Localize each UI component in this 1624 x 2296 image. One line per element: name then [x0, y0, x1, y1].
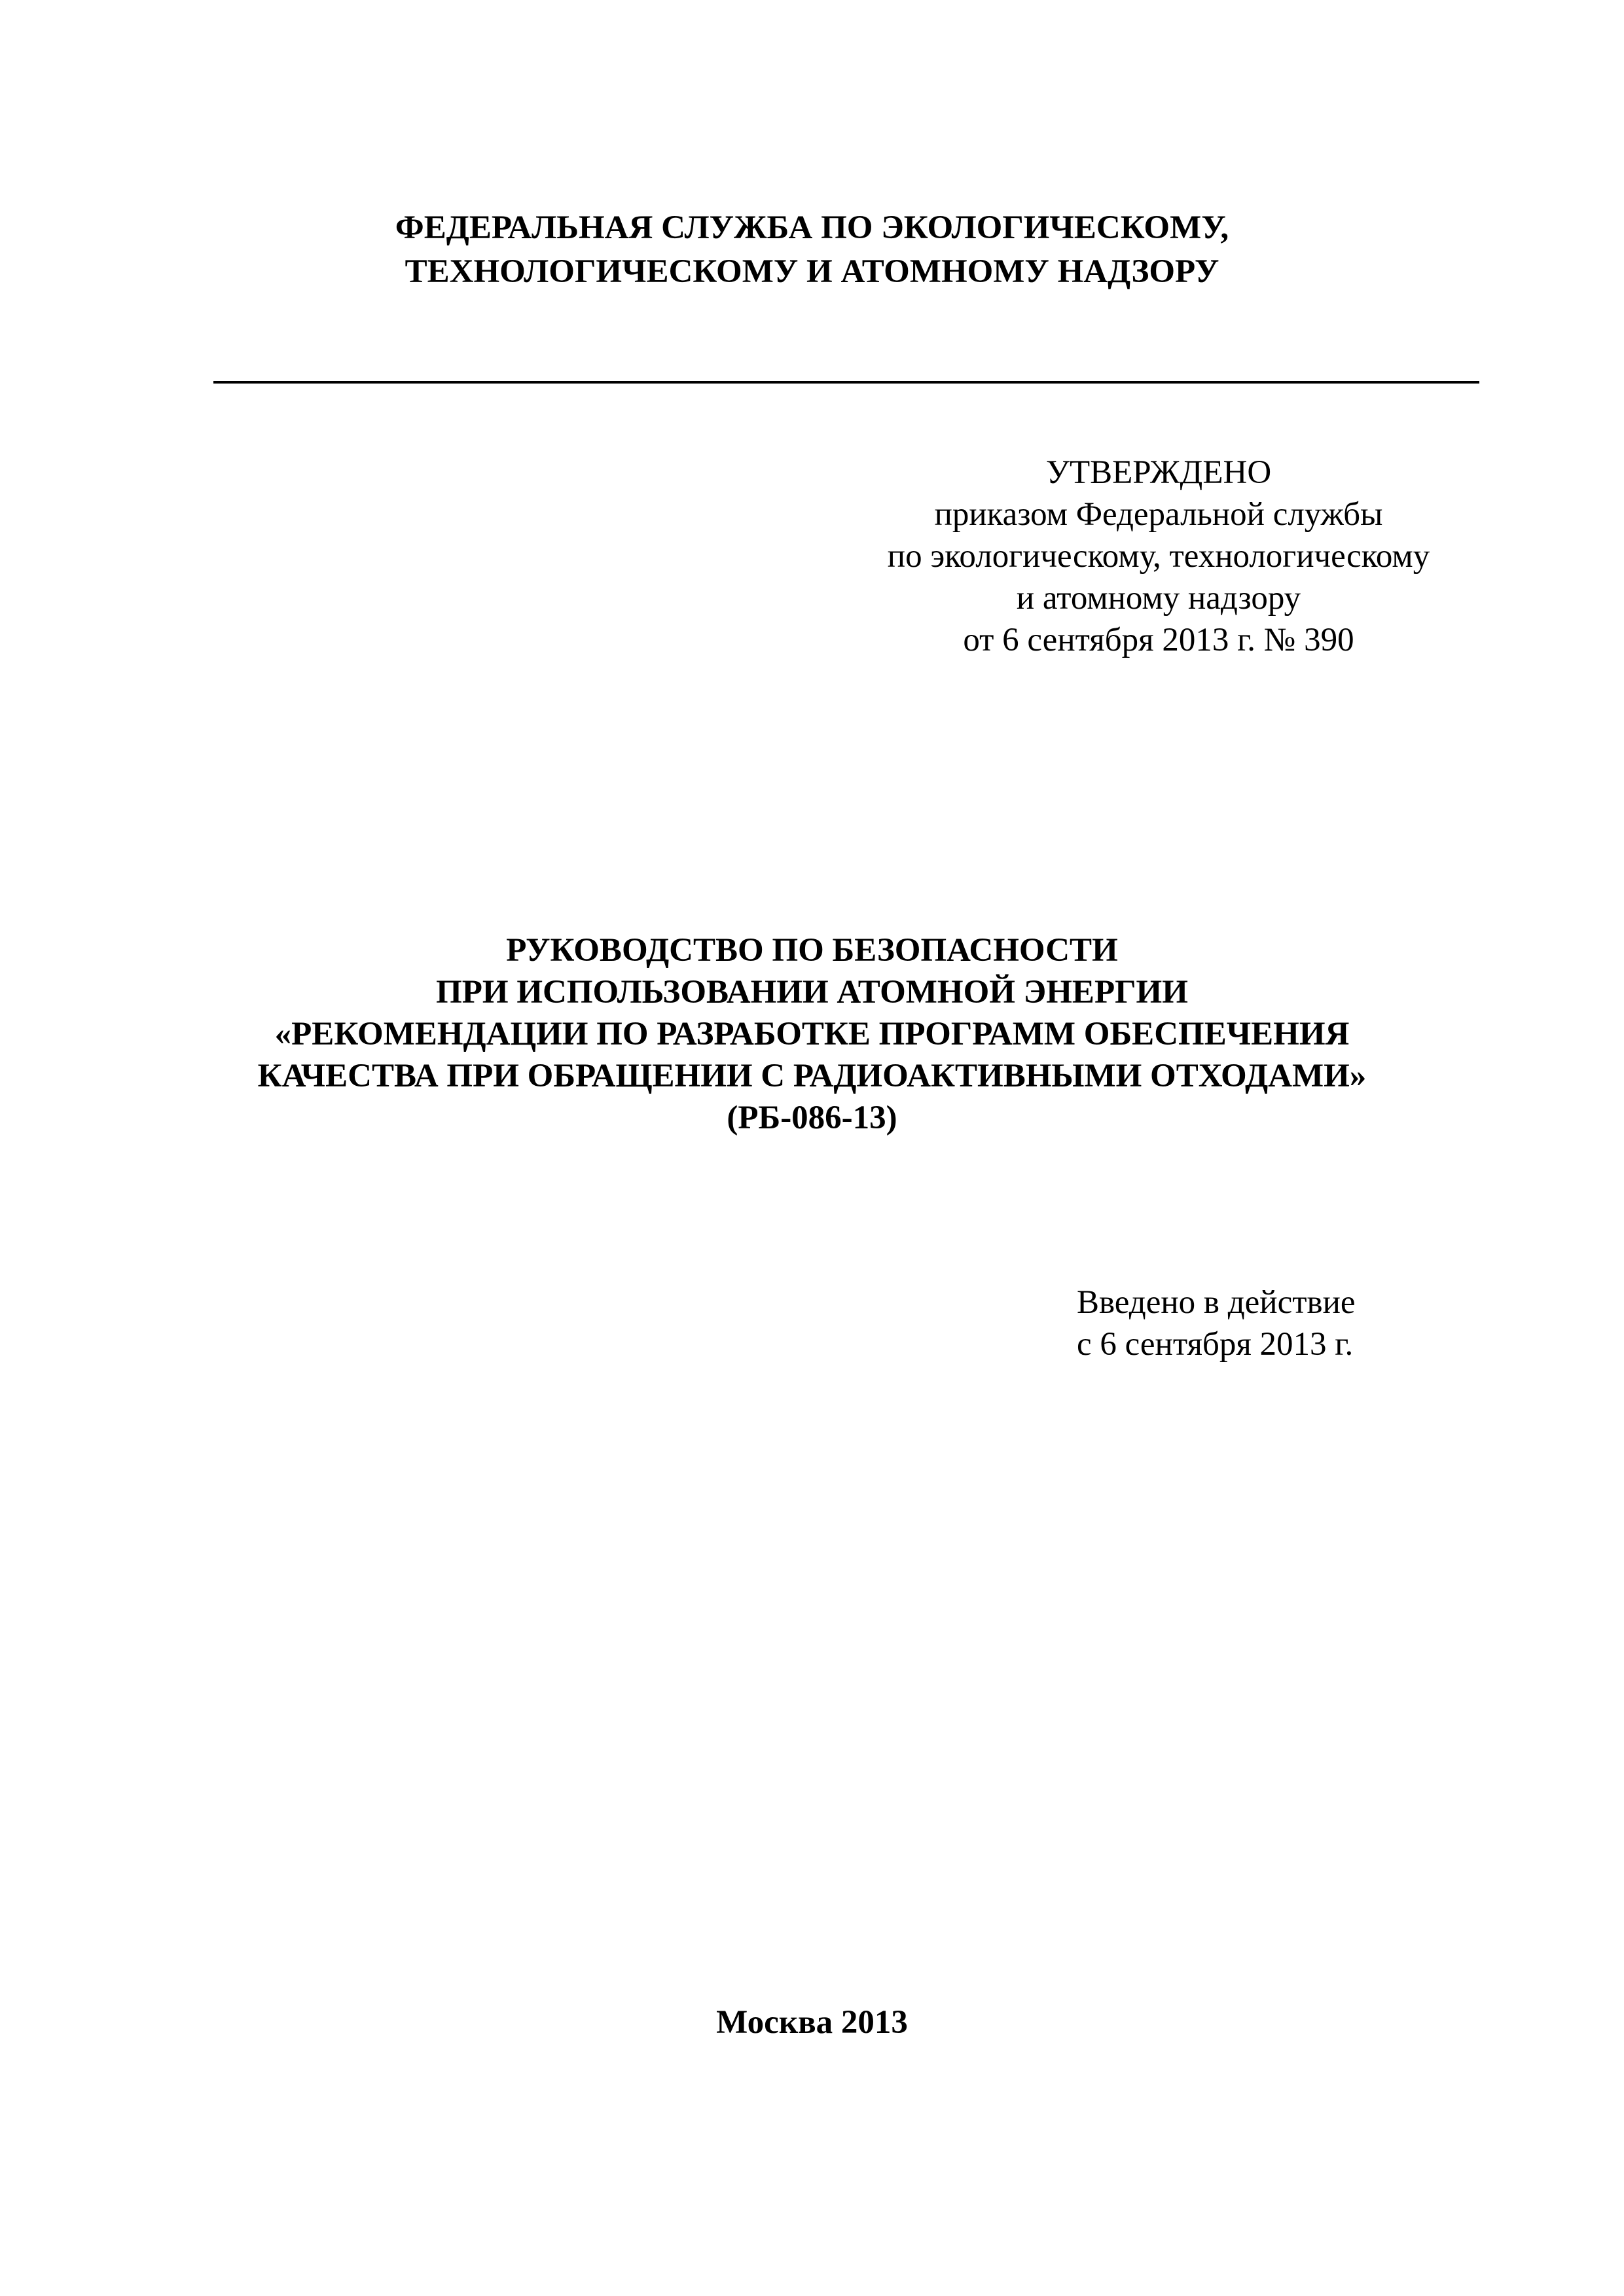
approval-line: от 6 сентября 2013 г. № 390 [963, 622, 1354, 658]
approval-block [831, 452, 1486, 661]
title-line: ПРИ ИСПОЛЬЗОВАНИИ АТОМНОЙ ЭНЕРГИИ [436, 974, 1188, 1011]
agency-name [0, 206, 1624, 294]
approval-line: УТВЕРЖДЕНО [1045, 454, 1272, 491]
effective-line: Введено в действие [1077, 1284, 1356, 1321]
title-line: КАЧЕСТВА ПРИ ОБРАЩЕНИИ С РАДИОАКТИВНЫМИ ОТХОДАМИ» [257, 1058, 1367, 1094]
approval-line: по экологическому, технологическому [887, 538, 1430, 575]
document-code: (РБ-086-13) [727, 1100, 897, 1136]
effective-line: с 6 сентября 2013 г. [1077, 1326, 1354, 1363]
header-divider [213, 381, 1479, 384]
approval-line: приказом Федеральной службы [934, 496, 1383, 533]
agency-line: ТЕХНОЛОГИЧЕСКОМУ И АТОМНОМУ НАДЗОРУ [405, 253, 1219, 290]
effective-date-block [1077, 1282, 1356, 1365]
document-title [0, 929, 1624, 1139]
approval-line: и атомному надзору [1016, 580, 1301, 617]
place-year: Москва 2013 [716, 2004, 908, 2041]
agency-line: ФЕДЕРАЛЬНАЯ СЛУЖБА ПО ЭКОЛОГИЧЕСКОМУ, [395, 209, 1229, 246]
title-line: «РЕКОМЕНДАЦИИ ПО РАЗРАБОТКЕ ПРОГРАММ ОБЕСПЕЧЕНИЯ [274, 1016, 1350, 1052]
title-line: РУКОВОДСТВО ПО БЕЗОПАСНОСТИ [506, 932, 1118, 969]
